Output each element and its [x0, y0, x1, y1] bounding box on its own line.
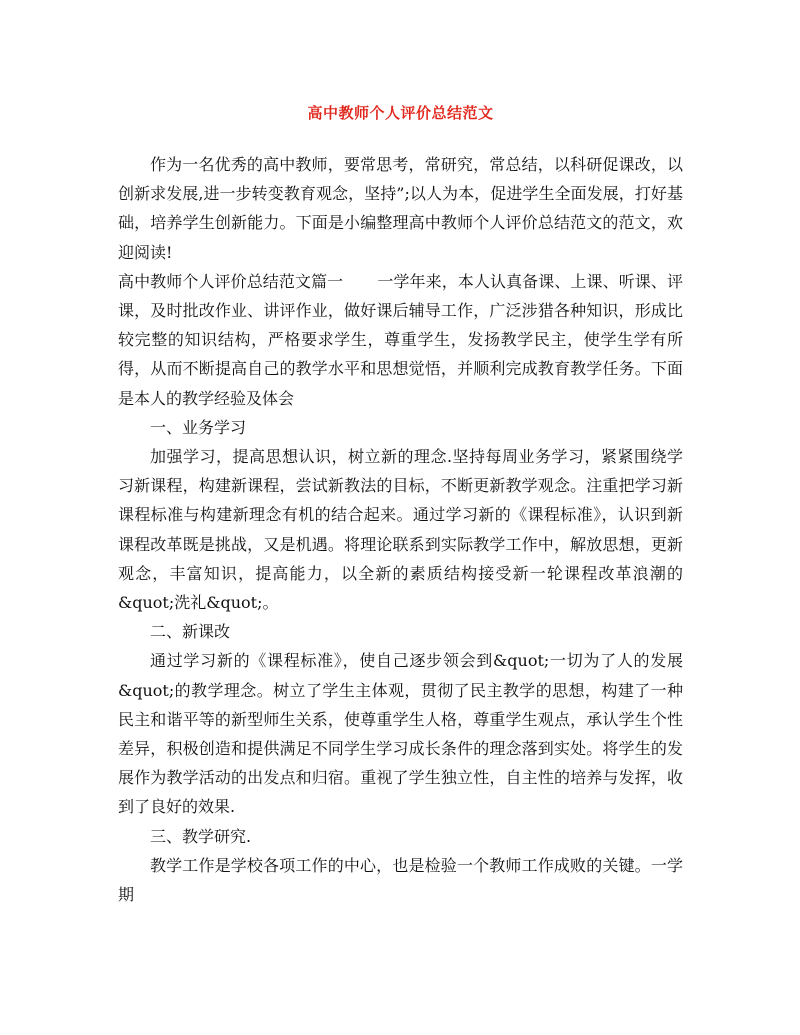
- section-heading-2: 二、新课改: [150, 622, 231, 642]
- document-body: [118, 150, 683, 909]
- section-paragraph-2: 通过学习新的《课程标准》，使自己逐步领会到&quot;一切为了人的发展&quot;的教学理念。树立了学生主体观，贯彻了民主教学的思想，构建了一种民主和谐平等的新型师生关系，使尊重学生人格，尊重学生观点，承认学生个性差异，积极创造和提供满足不同学生学习成长条件的理念落到实处。将学生的发展作为教学活动的出发点和归宿。重视了学生独立性，自主性的培养与发挥，收到了良好的效果.: [118, 651, 683, 817]
- section-heading-3: 三、教学研究.: [150, 826, 252, 846]
- intro-paragraph: 作为一名优秀的高中教师，要常思考，常研究，常总结，以科研促课改，以创新求发展,进一步转变教育观念，坚持”;以人为本，促进学生全面发展，打好基础，培养学生创新能力。下面是小编整理高中教师个人评价总结范文的范文，欢迎阅读!: [118, 155, 683, 262]
- section-paragraph-3: 教学工作是学校各项工作的中心，也是检验一个教师工作成败的关键。一学期: [118, 855, 683, 905]
- article-lead-paragraph: [118, 267, 683, 413]
- article-lead-text: 一学年来，本人认真备课、上课、听课、评课，及时批改作业、讲评作业，做好课后辅导工作，广泛涉猎各种知识，形成比较完整的知识结构，严格要求学生，尊重学生，发扬教学民主，使学生学有所得，从而不断提高自己的教学水平和思想觉悟，并顺利完成教育教学任务。下面是本人的教学经验及体会: [118, 271, 683, 408]
- document-title: 高中教师个人评价总结范文: [307, 104, 494, 122]
- section-paragraph-1: 加强学习，提高思想认识，树立新的理念.坚持每周业务学习，紧紧围绕学习新课程，构建新课程，尝试新教法的目标，不断更新教学观念。注重把学习新课程标准与构建新理念有机的结合起来。通过学习新的《课程标准》，认识到新课程改革既是挑战，又是机遇。将理论联系到实际教学工作中，解放思想，更新观念，丰富知识，提高能力，以全新的素质结构接受新一轮课程改革浪潮的&quot;洗礼&quot;。: [118, 447, 683, 613]
- article-heading: 高中教师个人评价总结范文篇一: [118, 271, 344, 291]
- section-heading-1: 一、业务学习: [150, 417, 247, 437]
